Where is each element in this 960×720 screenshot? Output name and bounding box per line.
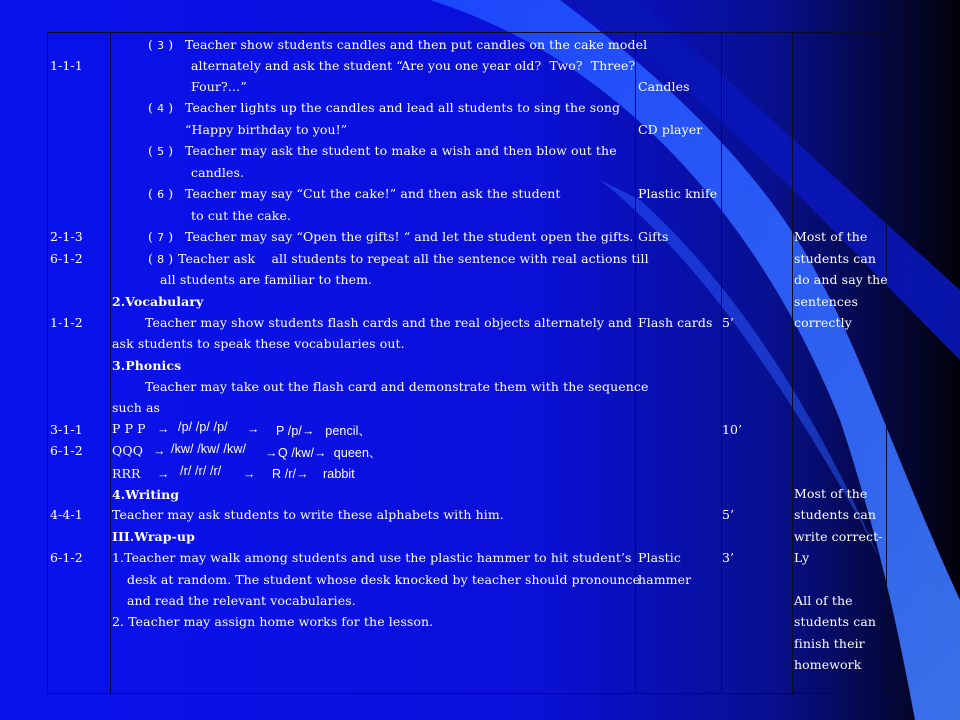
section-heading-vocabulary: 2.Vocabulary <box>112 294 204 309</box>
assessment-text: do and say the <box>794 272 888 287</box>
step-number: ( 6 ) <box>148 186 174 201</box>
objective-code: 6-1-2 <box>50 443 83 458</box>
step-text: Teacher lights up the candles and lead all students to sing the song <box>185 100 621 115</box>
material-item: Plastic knife <box>638 186 718 201</box>
wrapup-text: 1.Teacher may walk among students and use the plastic hammer to hit student’s <box>112 550 632 565</box>
step-number: ( 8 ) <box>148 251 174 266</box>
step-text: Teacher may ask the student to make a wish and then blow out the <box>185 143 617 158</box>
arrow-icon: → <box>247 422 260 436</box>
assessment-text: Most of the <box>794 486 868 501</box>
phonics-example: P /p/→ pencil、 <box>276 424 372 438</box>
objective-code: 2-1-3 <box>50 229 83 244</box>
material-item: hammer <box>638 572 692 587</box>
objective-code: 6-1-2 <box>50 550 83 565</box>
material-item: CD player <box>638 122 703 137</box>
material-item: Candles <box>638 79 690 94</box>
section-heading-writing: 4.Writing <box>112 487 180 502</box>
arrow-icon: → <box>243 467 256 481</box>
wrapup-text: desk at random. The student whose desk knocked by teacher should pronounce <box>127 572 641 587</box>
time-value: 5’ <box>722 507 735 522</box>
assessment-text: All of the <box>794 593 853 608</box>
phonics-text: such as <box>112 400 161 415</box>
arrow-icon: → <box>153 444 166 458</box>
objective-code: 4-4-1 <box>50 507 83 522</box>
phonics-example: R /r/→ rabbit <box>272 467 355 481</box>
step-text: all students are familiar to them. <box>160 272 373 287</box>
vocabulary-text: ask students to speak these vocabularies out. <box>112 336 405 351</box>
material-item: Gifts <box>638 229 669 244</box>
step-text: Teacher show students candles and then put candles on the cake model <box>185 37 648 52</box>
assessment-text: correctly <box>794 315 852 330</box>
time-value: 3’ <box>722 550 735 565</box>
step-text: candles. <box>191 165 245 180</box>
arrow-icon: → <box>157 467 170 481</box>
phonics-sounds: /kw/ /kw/ /kw/ <box>171 442 247 456</box>
step-number: ( 7 ) <box>148 229 174 244</box>
objective-code: 1-1-1 <box>50 58 83 73</box>
phonics-sounds: /p/ /p/ /p/ <box>178 420 228 434</box>
wrapup-text: 2. Teacher may assign home works for the lesson. <box>112 614 434 629</box>
phonics-sounds: /r/ /r/ /r/ <box>180 464 222 478</box>
objective-code: 1-1-2 <box>50 315 83 330</box>
step-text: alternately and ask the student “Are you one year old? Two? Three? <box>191 58 636 73</box>
phonics-letters: P P P <box>112 421 146 436</box>
objective-code: 3-1-1 <box>50 422 83 437</box>
vocabulary-text: Teacher may show students flash cards and the real objects alternately and <box>145 315 632 330</box>
time-value: 5’ <box>722 315 735 330</box>
phonics-letters: QQQ <box>112 443 144 458</box>
arrow-icon: → <box>157 422 170 436</box>
step-text: Teacher may say “Open the gifts! “ and let the student open the gifts. <box>185 229 634 244</box>
section-heading-phonics: 3.Phonics <box>112 358 182 373</box>
assessment-text: Most of the <box>794 229 868 244</box>
section-heading-wrapup: III.Wrap-up <box>112 529 195 544</box>
assessment-text: students can <box>794 614 877 629</box>
assessment-text: sentences <box>794 294 859 309</box>
step-number: ( 5 ) <box>148 143 174 158</box>
assessment-text: students can <box>794 251 877 266</box>
step-text: Teacher ask all students to repeat all the sentence with real actions till <box>178 251 649 266</box>
time-value: 10’ <box>722 422 743 437</box>
assessment-text: homework <box>794 657 862 672</box>
assessment-text: Ly <box>794 550 810 565</box>
wrapup-text: and read the relevant vocabularies. <box>127 593 356 608</box>
phonics-text: Teacher may take out the flash card and demonstrate them with the sequence <box>145 379 649 394</box>
assessment-text: finish their <box>794 636 865 651</box>
step-text: to cut the cake. <box>191 208 292 223</box>
step-text: “Happy birthday to you!” <box>185 122 348 137</box>
writing-text: Teacher may ask students to write these alphabets with him. <box>112 507 504 522</box>
phonics-example: Q /kw/→ queen、 <box>278 446 382 460</box>
material-item: Flash cards <box>638 315 713 330</box>
assessment-text: students can <box>794 507 877 522</box>
step-text: Four?…” <box>191 79 247 94</box>
phonics-letters: RRR <box>112 466 141 481</box>
arrow-icon: → <box>265 446 278 460</box>
step-text: Teacher may say “Cut the cake!” and then ask the student <box>185 186 561 201</box>
material-item: Plastic <box>638 550 681 565</box>
step-number: ( 3 ) <box>148 37 174 52</box>
step-number: ( 4 ) <box>148 100 174 115</box>
assessment-text: write correct- <box>794 529 883 544</box>
objective-code: 6-1-2 <box>50 251 83 266</box>
